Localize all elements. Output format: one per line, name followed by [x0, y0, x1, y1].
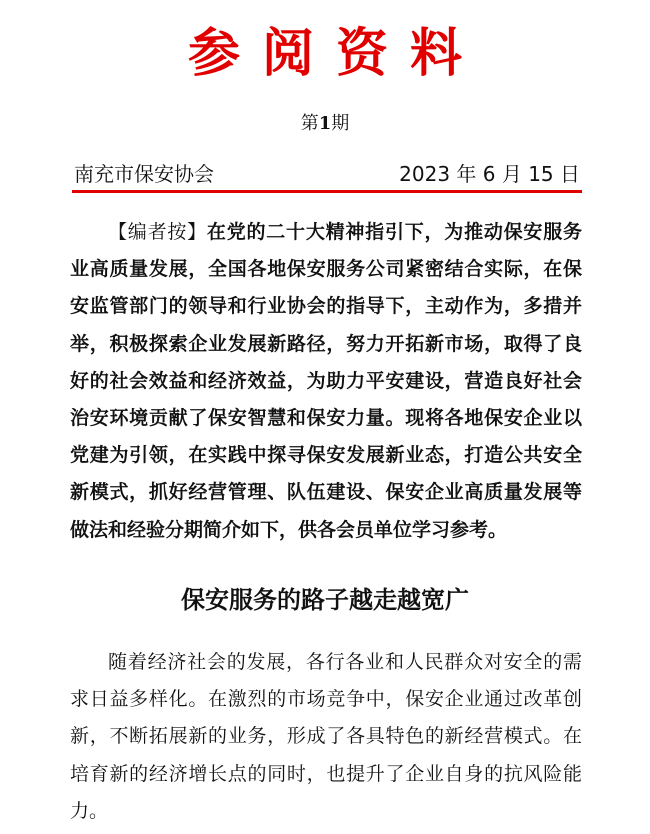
publication-info	[74, 160, 580, 188]
editor-note-label: 【编者按】	[108, 221, 207, 243]
issue-suffix: 期	[331, 113, 350, 134]
editor-note-text: 在党的二十大精神指引下，为推动保安服务业高质量发展，全国各地保安服务公司紧密结合实际，在保安监管部门的领导和行业协会的指导下，主动作为，多措并举，积极探索企业发展新路径，努力开拓新市场，取得了良好的社会效益和经济效益，为助力平安建设，营造良好社会治安环境贡献了保安智慧和保安力量。现将各地保安企业以党建为引领，在实践中探寻保安发展新业态，打造公共安全新模式，抓好经营管理、队伍建设、保安企业高质量发展等做法和经验分期简介如下，供各会员单位学习参考。	[70, 221, 582, 541]
header-divider	[72, 190, 582, 193]
masthead-title: 参阅资料	[187, 23, 484, 84]
article-title: 保安服务的路子越走越宽广	[181, 585, 469, 614]
editor-note	[70, 214, 582, 549]
issue-value: 1	[318, 113, 332, 134]
article-paragraph: 随着经济社会的发展，各行各业和人民群众对安全的需求日益多样化。在激烈的市场竞争中，保安企业通过改革创新，不断拓展新的业务，形成了各具特色的新经营模式。在培育新的经济增长点的同时，也提升了企业自身的抗风险能力。	[70, 651, 582, 822]
issue-number	[0, 112, 650, 136]
publication-date: 2023 年 6 月 15 日	[399, 162, 580, 186]
issue-prefix: 第	[300, 113, 319, 134]
organization-name: 南充市保安协会	[74, 162, 214, 186]
